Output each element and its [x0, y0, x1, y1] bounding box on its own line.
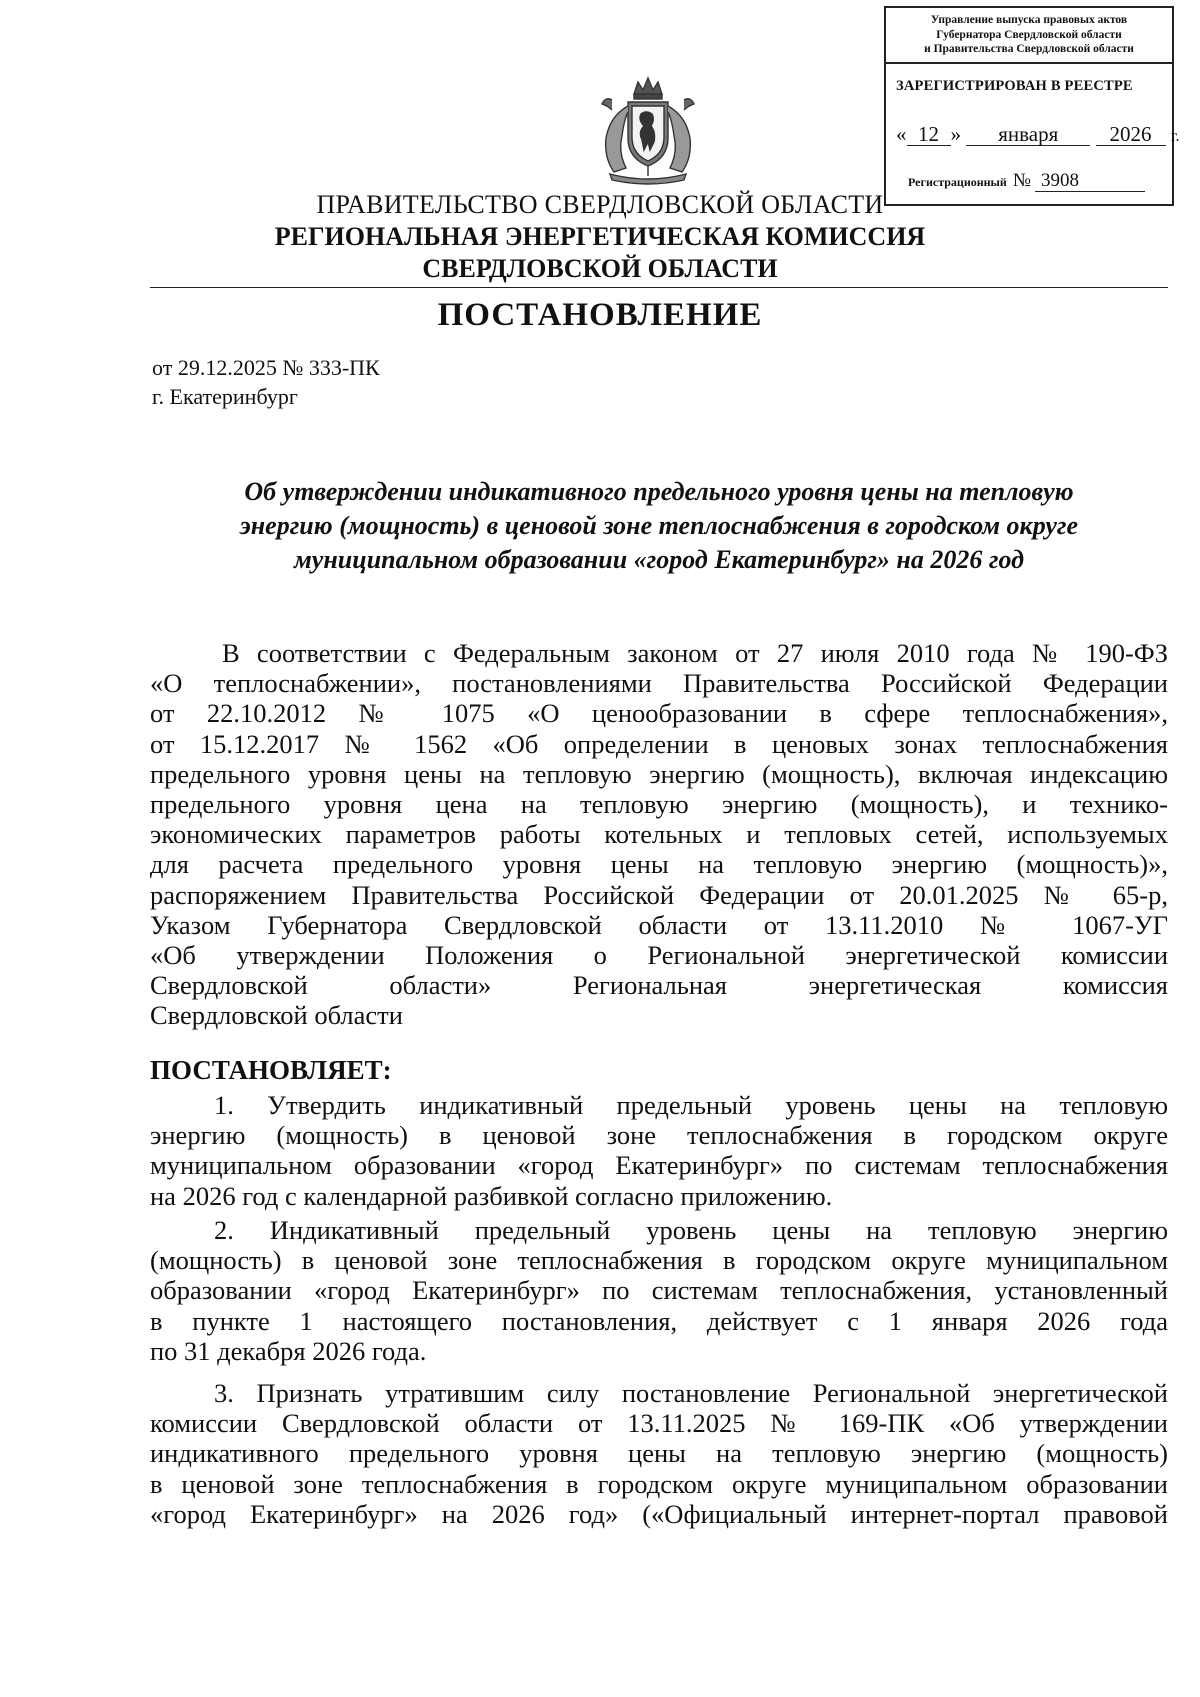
text-line: муниципальном образовании «город Екатеринбург» по системам теплоснабжения — [150, 1150, 1168, 1181]
stamp-num-sign: № — [1012, 170, 1031, 191]
stamp-office-line: Управление выпуска правовых актов — [930, 14, 1128, 26]
text-line: предельного уровня цены на тепловую энергию (мощность), включая индексацию — [150, 758, 1168, 789]
registration-stamp — [884, 6, 1180, 206]
document-title — [150, 475, 1168, 577]
stamp-registration-number — [908, 170, 1145, 192]
item-2-paragraph — [150, 1215, 1168, 1366]
text-line: энергию (мощность) в ценовой зоне теплоснабжения в городском округе — [150, 1120, 1168, 1151]
document-date-number: от 29.12.2025 № 333-ПК — [152, 355, 380, 380]
stamp-office-line: и Правительства Свердловской области — [924, 43, 1134, 55]
preamble-paragraph — [150, 638, 1168, 1030]
text-line: комиссии Свердловской области от 13.11.2025 № 169-ПК «Об утверждении — [150, 1408, 1168, 1439]
stamp-close-quote: » — [950, 122, 961, 146]
title-line: муниципальном образовании «город Екатеринбург» на 2026 год — [293, 545, 1025, 574]
text-line: «Об утверждении Положения о Региональной энергетической комиссии — [150, 939, 1168, 970]
stamp-day: 12 — [907, 123, 951, 146]
text-line: от 22.10.2012 № 1075 «О ценообразовании в сфере теплоснабжения», — [150, 698, 1168, 729]
text-line: в ценовой зоне теплоснабжения в городском округе муниципальном образовании — [150, 1468, 1168, 1499]
header-divider — [150, 287, 1168, 288]
document-type: ПОСТАНОВЛЕНИЕ — [437, 297, 763, 333]
text-line: образовании «город Екатеринбург» по системам теплоснабжения, установленный — [150, 1275, 1168, 1306]
text-line: «О теплоснабжении», постановлениями Правительства Российской Федерации — [150, 668, 1168, 699]
text-line: индикативного предельного уровня цены на тепловую энергию (мощность) — [150, 1438, 1168, 1469]
stamp-date — [896, 122, 1180, 147]
stamp-office-header — [886, 8, 1172, 64]
stamp-reg-label: Регистрационный — [908, 175, 1007, 189]
stamp-reg-number: 3908 — [1035, 171, 1145, 192]
text-line: 2. Индикативный предельный уровень цены на тепловую энергию — [214, 1215, 1168, 1245]
stamp-month: января — [966, 123, 1090, 146]
stamp-year-suffix: г. — [1170, 128, 1180, 145]
text-line: предельного уровня цена на тепловую энергию (мощность), и технико- — [150, 788, 1168, 819]
item-3-paragraph — [150, 1378, 1168, 1529]
document-city: г. Екатеринбург — [152, 384, 298, 409]
text-line: Указом Губернатора Свердловской области от 13.11.2010 № 1067-УГ — [150, 909, 1168, 940]
commission-name-line1: РЕГИОНАЛЬНАЯ ЭНЕРГЕТИЧЕСКАЯ КОМИССИЯ — [274, 222, 926, 251]
text-line: для расчета предельного уровня цены на тепловую энергию (мощность)», — [150, 849, 1168, 880]
text-line: по 31 декабря 2026 года. — [150, 1335, 427, 1366]
stamp-year: 2026 — [1096, 123, 1166, 146]
coat-of-arms-icon — [592, 76, 704, 186]
text-line: В соответствии с Федеральным законом от 27 июля 2010 года № 190-ФЗ — [222, 638, 1168, 668]
text-line: распоряжением Правительства Российской Федерации от 20.01.2025 № 65-р, — [150, 879, 1168, 910]
stamp-open-quote: « — [896, 122, 907, 146]
text-line: от 15.12.2017 № 1562 «Об определении в ценовых зонах теплоснабжения — [150, 728, 1168, 759]
title-line: Об утверждении индикативного предельного уровня цены на тепловую — [244, 477, 1074, 506]
text-line: на 2026 год с календарной разбивкой согласно приложению. — [150, 1180, 833, 1211]
text-line: 1. Утвердить индикативный предельный уровень цены на тепловую — [214, 1090, 1168, 1120]
text-line: (мощность) в ценовой зоне теплоснабжения в городском округе муниципальном — [150, 1245, 1168, 1276]
stamp-office-line: Губернатора Свердловской области — [936, 28, 1122, 41]
title-line: энергию (мощность) в ценовой зоне теплоснабжения в городском округе — [239, 511, 1079, 540]
text-line: «город Екатеринбург» на 2026 год» («Официальный интернет-портал правовой — [150, 1498, 1168, 1529]
text-line: в пункте 1 настоящего постановления, действует с 1 января 2026 года — [150, 1305, 1168, 1336]
text-line: 3. Признать утратившим силу постановление Региональной энергетической — [214, 1378, 1168, 1408]
text-line: экономических параметров работы котельных и тепловых сетей, используемых — [150, 819, 1168, 850]
resolves-heading: ПОСТАНОВЛЯЕТ: — [150, 1055, 392, 1085]
text-line: Свердловской области — [150, 1000, 403, 1031]
commission-name-line2: СВЕРДЛОВСКОЙ ОБЛАСТИ — [422, 254, 778, 283]
text-line: Свердловской области» Региональная энергетическая комиссия — [150, 970, 1168, 1001]
item-1-paragraph — [150, 1090, 1168, 1211]
stamp-registered-label: ЗАРЕГИСТРИРОВАН В РЕЕСТРЕ — [896, 78, 1133, 94]
government-name: ПРАВИТЕЛЬСТВО СВЕРДЛОВСКОЙ ОБЛАСТИ — [316, 190, 884, 219]
